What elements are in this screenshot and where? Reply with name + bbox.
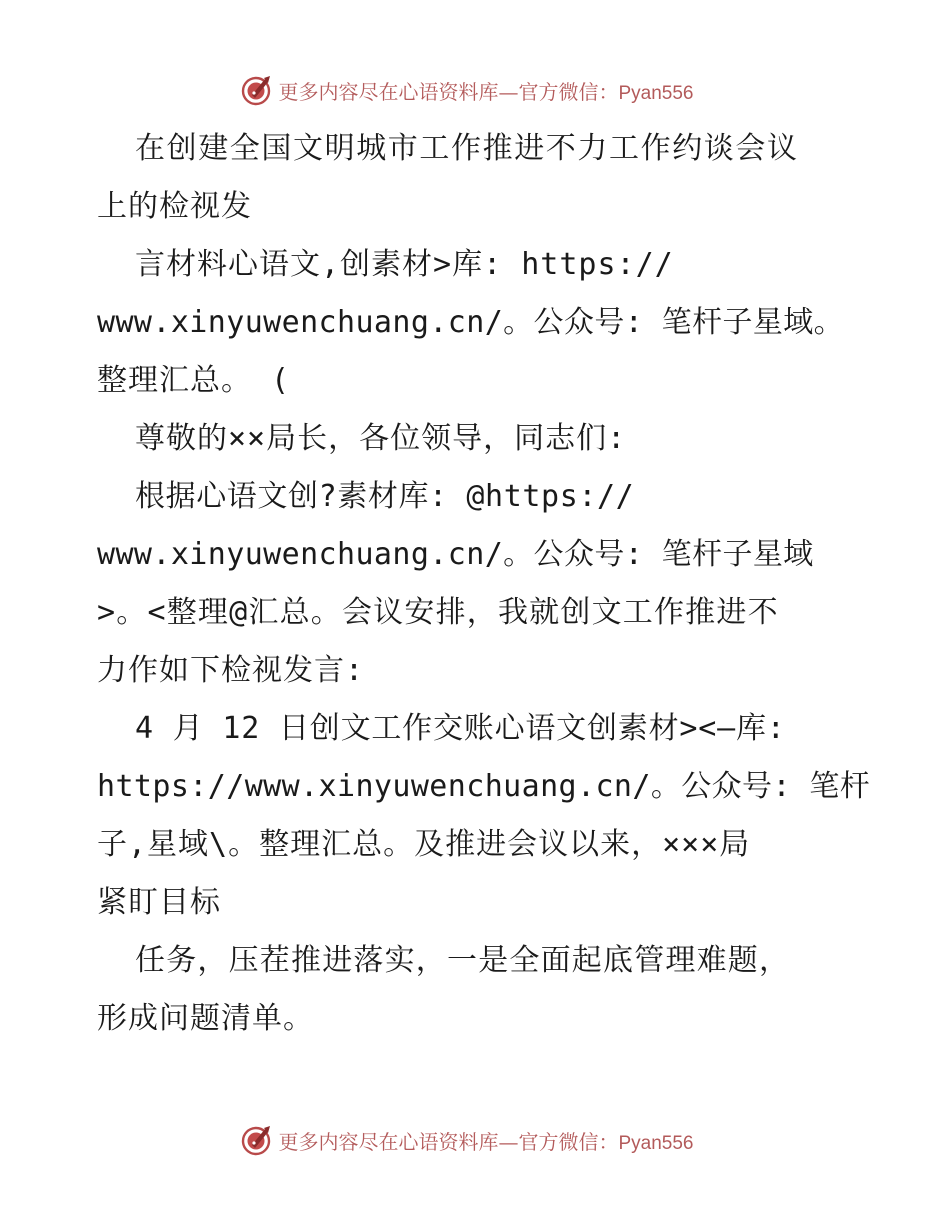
doc-line-15: 任务，压茬推进落实，一是全面起底管理难题， <box>135 943 791 978</box>
header-banner-inner <box>240 73 693 107</box>
doc-line-5: 整理汇总。 ( <box>97 363 291 398</box>
doc-line-3: 言材料心语文,创素材>库: https:// <box>135 247 674 282</box>
doc-line-14: 紧盯目标 <box>97 885 221 920</box>
footer-banner-text: 更多内容尽在心语资料库—官方微信：Pyan556 <box>278 1129 694 1154</box>
footer-banner <box>0 1120 950 1160</box>
header-banner-text: 更多内容尽在心语资料库—官方微信：Pyan556 <box>278 79 694 104</box>
document-body <box>97 120 871 1048</box>
footer-wechat-id: Pyan556 <box>618 1132 694 1154</box>
doc-line-1: 在创建全国文明城市工作推进不力工作约谈会议 <box>135 131 799 166</box>
doc-line-8: www.xinyuwenchuang.cn/。公众号: 笔杆子星域 <box>97 537 814 572</box>
footer-banner-inner <box>240 1123 693 1157</box>
doc-line-11: 4 月 12 日创文工作交账心语文创素材><—库: <box>135 711 786 746</box>
doc-line-9: >。<整理@汇总。会议安排，我就创文工作推进不 <box>97 595 779 630</box>
doc-line-12: https://www.xinyuwenchuang.cn/。公众号: 笔杆 <box>97 769 871 804</box>
header-wechat-id: Pyan556 <box>618 82 694 104</box>
pen-nib-logo-icon <box>240 73 274 107</box>
doc-line-7: 根据心语文创?素材库: @https:// <box>135 479 635 514</box>
doc-line-6: 尊敬的××局长，各位领导，同志们: <box>135 421 627 456</box>
doc-line-16: 形成问题清单。 <box>97 1001 314 1036</box>
doc-line-2: 上的检视发 <box>97 189 252 224</box>
doc-line-4: www.xinyuwenchuang.cn/。公众号: 笔杆子星域。 <box>97 305 845 340</box>
doc-line-10: 力作如下检视发言: <box>97 653 365 688</box>
pen-nib-logo-icon <box>240 1123 274 1157</box>
doc-line-13: 子,星域\。整理汇总。及推进会议以来，×××局 <box>97 827 751 862</box>
header-banner <box>0 70 950 110</box>
